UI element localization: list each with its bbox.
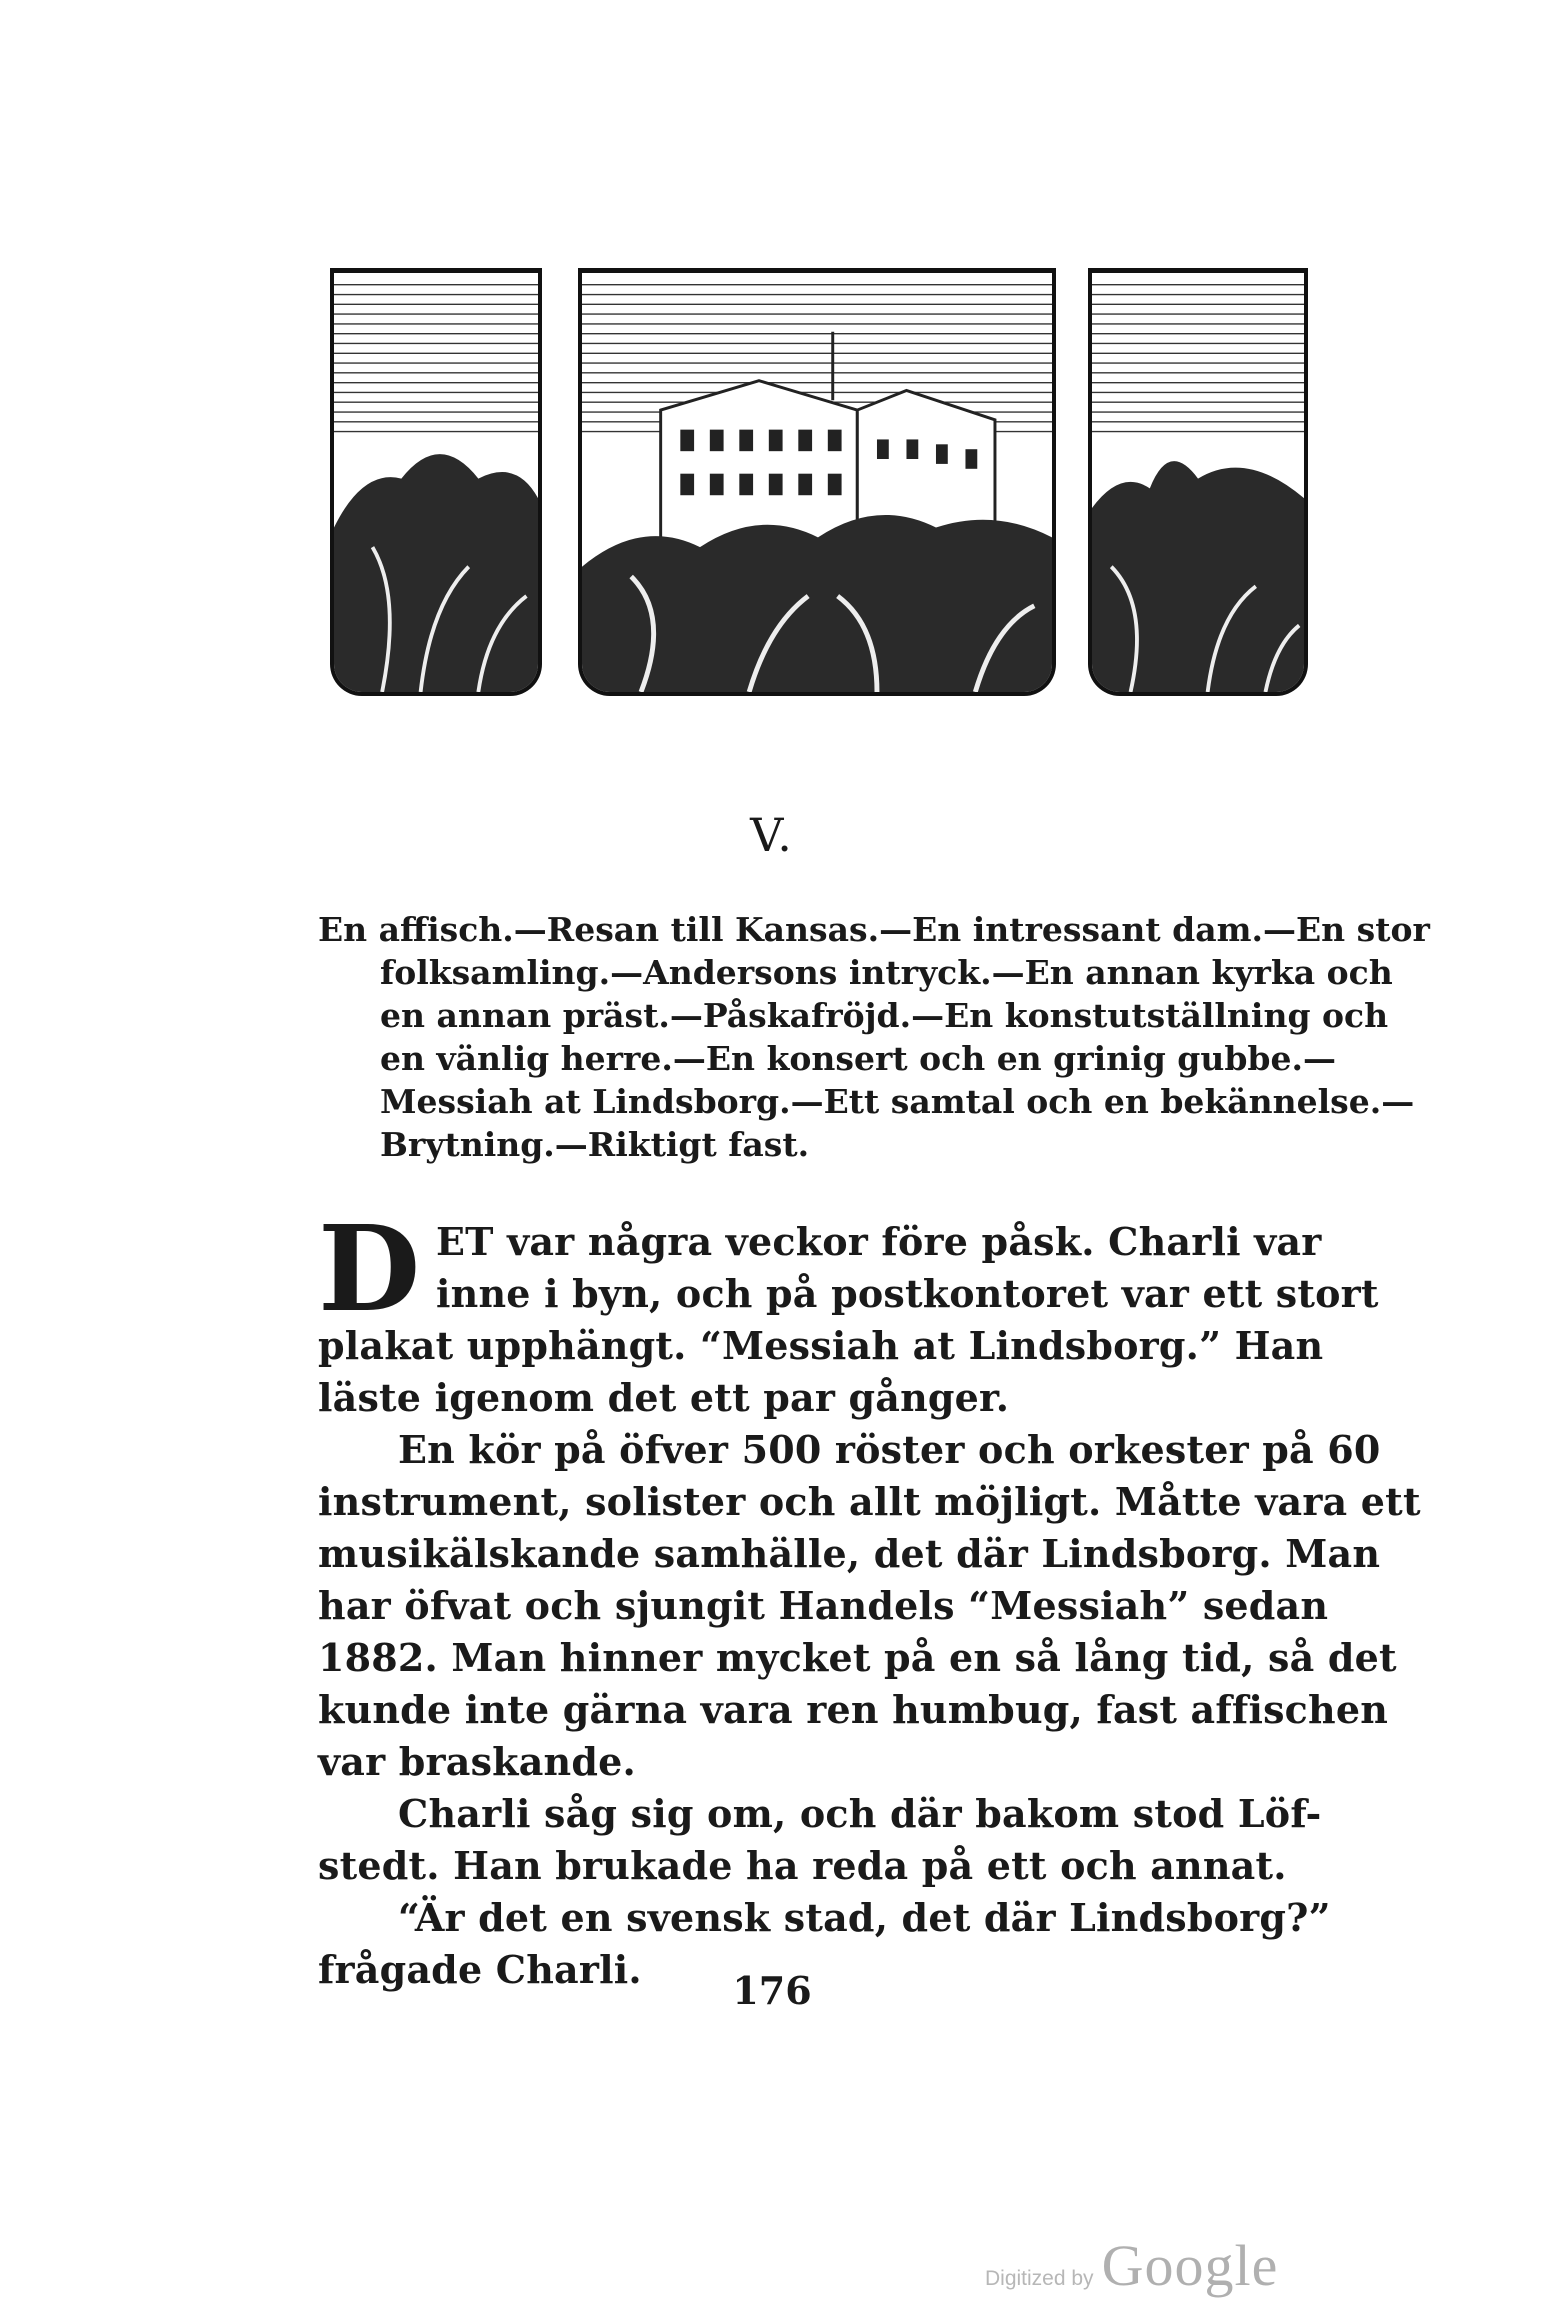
chapter-number: V. bbox=[750, 808, 794, 862]
body-line: stedt. Han brukade ha reda på ett och annat. bbox=[318, 1843, 1287, 1888]
body-line: har öfvat och sjungit Handels “Messiah” sedan bbox=[318, 1583, 1329, 1628]
watermark-prefix: Digitized by bbox=[985, 2267, 1094, 2290]
digitized-watermark bbox=[985, 2232, 1278, 2299]
illustration-right-panel bbox=[1088, 268, 1308, 696]
body-line: plakat upphängt. “Messiah at Lindsborg.” Han bbox=[318, 1323, 1324, 1368]
body-line: musikälskande samhälle, det där Lindsborg. Man bbox=[318, 1531, 1381, 1576]
body-line: var braskande. bbox=[318, 1739, 636, 1784]
chapter-synopsis bbox=[318, 908, 1430, 1166]
illustration-center-panel bbox=[578, 268, 1056, 696]
body-line: frågade Charli. bbox=[318, 1947, 642, 1992]
synopsis-line: en vänlig herre.—En konsert och en grinig gubbe.— bbox=[380, 1039, 1336, 1078]
google-logo: Google bbox=[1101, 2233, 1279, 2298]
synopsis-line: En affisch.—Resan till Kansas.—En intressant dam.—En stor bbox=[318, 910, 1430, 949]
body-line: 1882. Man hinner mycket på en så lång tid, så det bbox=[318, 1635, 1397, 1680]
synopsis-line: Messiah at Lindsborg.—Ett samtal och en bekännelse.— bbox=[380, 1082, 1415, 1121]
body-line: instrument, solister och allt möjligt. Måtte vara ett bbox=[318, 1479, 1421, 1524]
drop-cap: D bbox=[318, 1199, 421, 1338]
page-number: 176 bbox=[732, 1968, 812, 2013]
body-line: inne i byn, och på postkontoret var ett stort bbox=[436, 1271, 1379, 1316]
synopsis-line: folksamling.—Andersons intryck.—En annan kyrka och bbox=[380, 953, 1393, 992]
body-line: En kör på öfver 500 röster och orkester på 60 bbox=[398, 1427, 1381, 1472]
body-line: “Är det en svensk stad, det där Lindsborg?” bbox=[398, 1895, 1331, 1940]
synopsis-line: en annan präst.—Påskafröjd.—En konstutställning och bbox=[380, 996, 1389, 1035]
body-line: läste igenom det ett par gånger. bbox=[318, 1375, 1010, 1420]
header-illustration bbox=[330, 268, 1310, 696]
body-line: ET var några veckor före påsk. Charli var bbox=[436, 1219, 1322, 1264]
illustration-left-panel bbox=[330, 268, 542, 696]
body-line: Charli såg sig om, och där bakom stod Löf- bbox=[398, 1791, 1322, 1836]
body-line: kunde inte gärna vara ren humbug, fast affischen bbox=[318, 1687, 1389, 1732]
body-text bbox=[318, 1216, 1421, 1996]
synopsis-line: Brytning.—Riktigt fast. bbox=[380, 1125, 810, 1164]
